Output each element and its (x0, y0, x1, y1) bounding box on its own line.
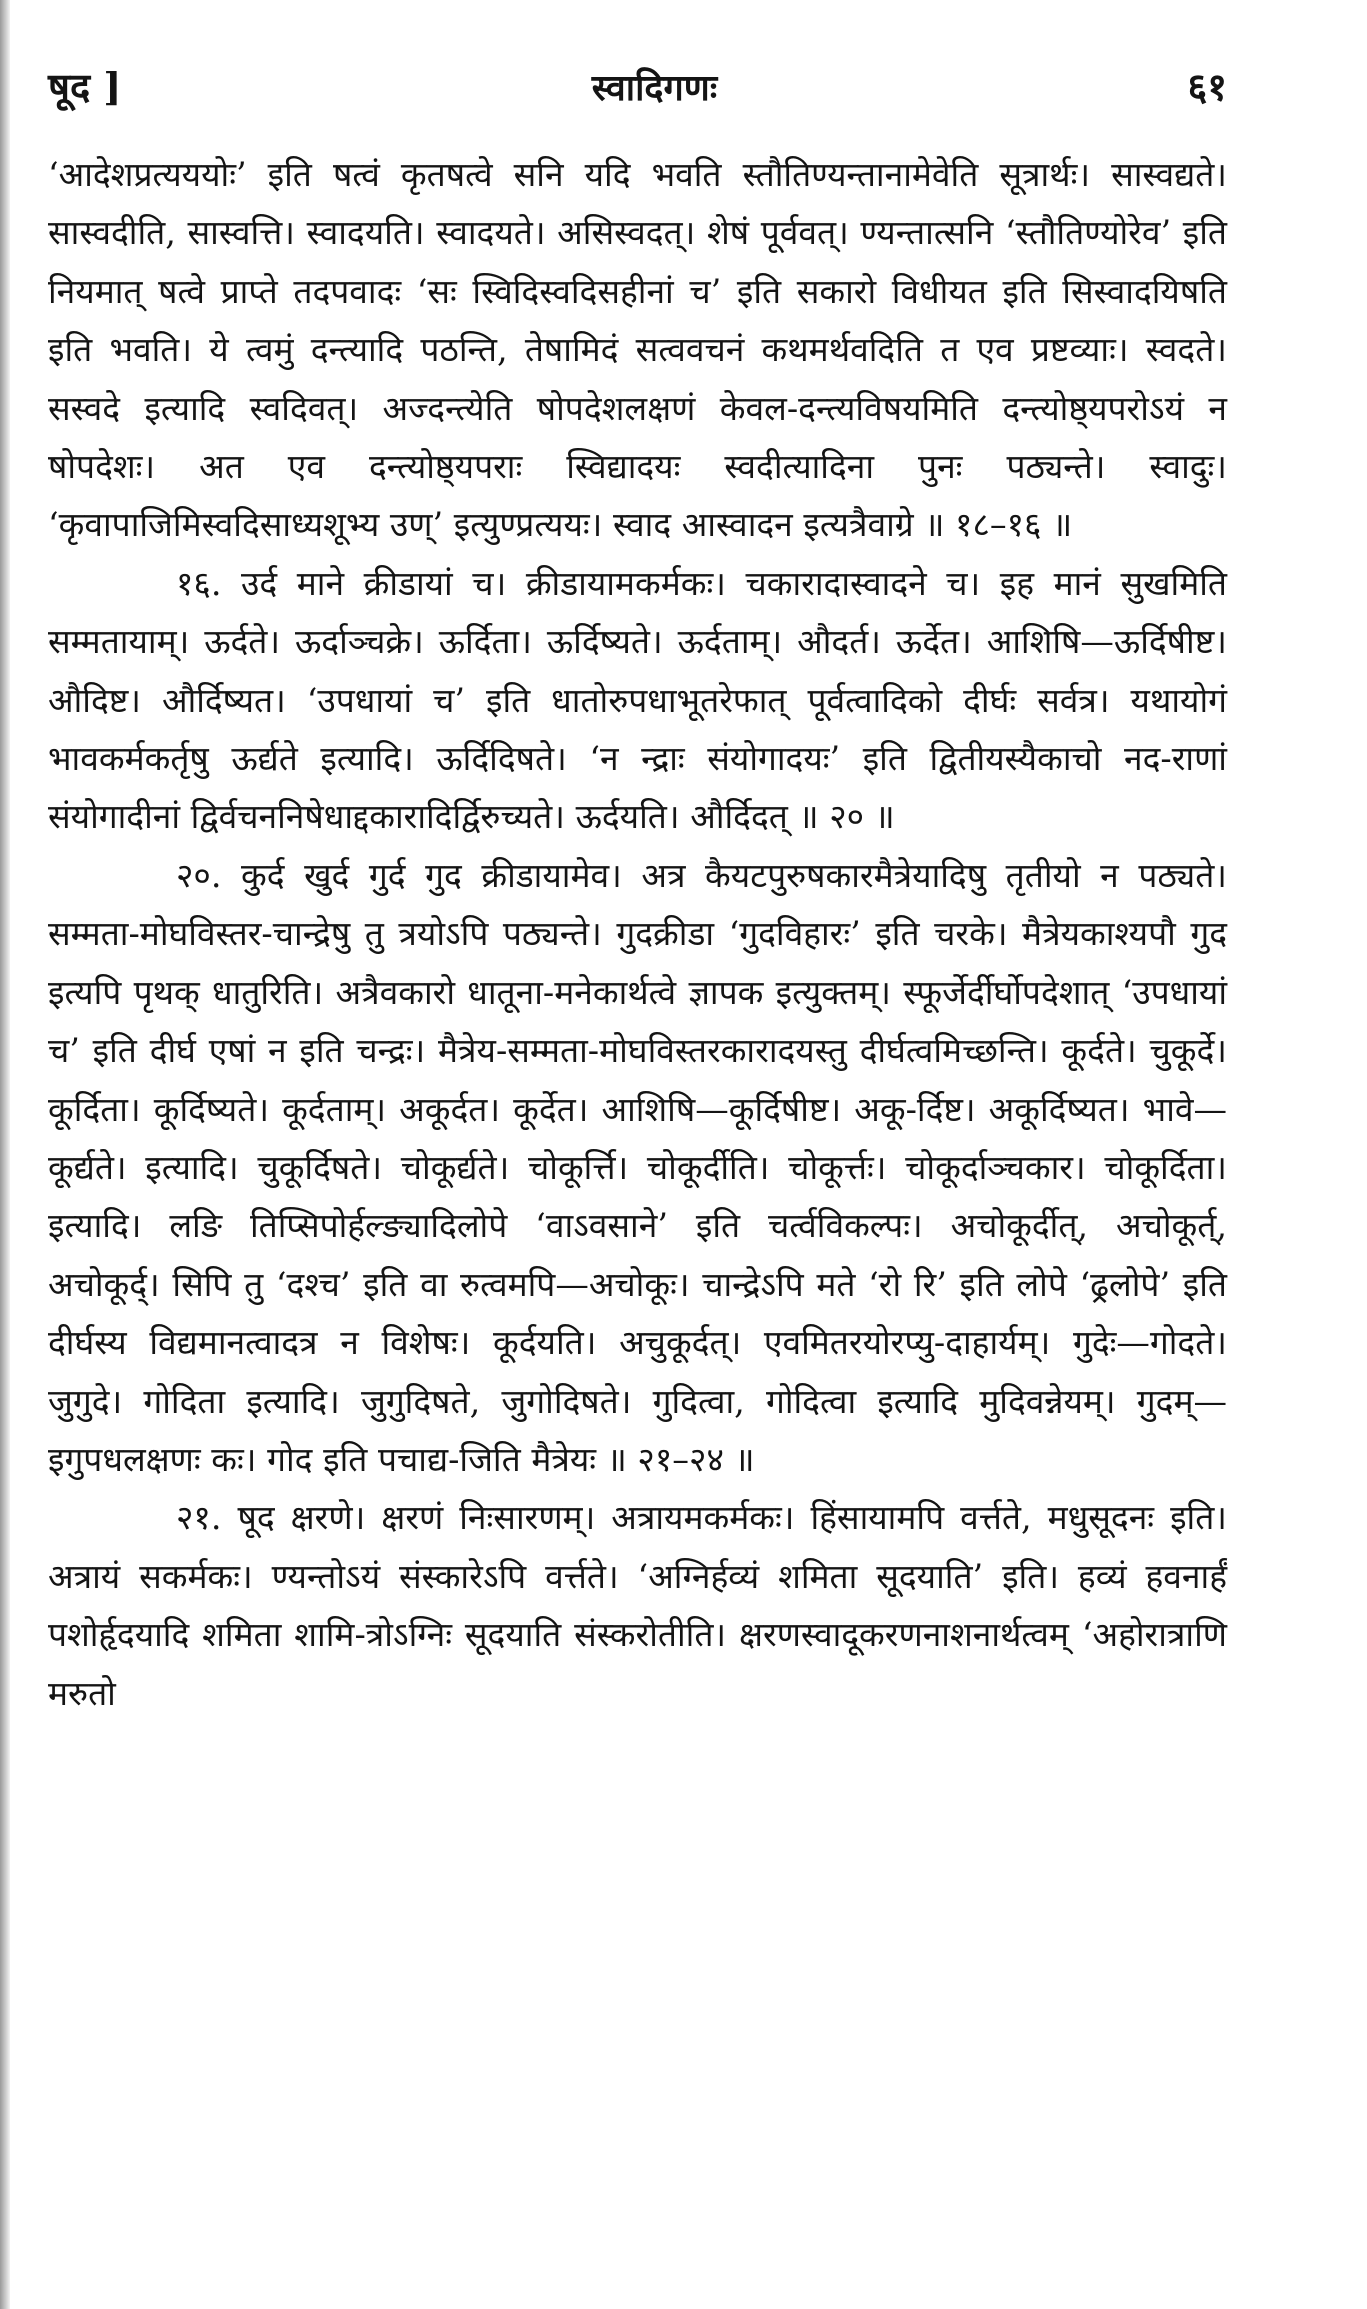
paragraph-sutra-20: २०. कुर्द खुर्द गुर्द गुद क्रीडायामेव। अत्र कैयटपुरुषकारमैत्रेयादिषु तृतीयो न पठ्यते। सम्मता-मोघविस्तर-चान्द्रेषु तु त्रयोऽपि पठ्यन्ते। गुदक्रीडा ‘गुदविहारः’ इति चरके। मैत्रेयकाश्यपौ गुद इत्यपि पृथक् धातुरिति। अत्रैवकारो धातूना-मनेकार्थत्वे ज्ञापक इत्युक्तम्। स्फूर्जेर्दीर्घोपदेशात् ‘उपधायां च’ इति दीर्घ एषां न इति चन्द्रः। मैत्रेय-सम्मता-मोघविस्तरकारादयस्तु दीर्घत्वमिच्छन्ति। कूर्दते। चुकूर्दे। कूर्दिता। कूर्दिष्यते। कूर्दताम्। अकूर्दत। कूर्देत। आशिषि—कूर्दिषीष्ट। अकू-र्दिष्ट। अकूर्दिष्यत। भावे—कूर्द्यते। इत्यादि। चुकूर्दिषते। चोकूर्द्यते। चोकूर्त्ति। चोकूर्दीति। चोकूर्त्तः। चोकूर्दाञ्चकार। चोकूर्दिता। इत्यादि। लङि तिप्सिपोर्हल्ङ्यादिलोपे ‘वाऽवसाने’ इति चर्त्वविकल्पः। अचोकूर्दीत्, अचोकूर्त्, अचोकूर्द्। सिपि तु ‘दश्च’ इति वा रुत्वमपि—अचोकूः। चान्द्रेऽपि मते ‘रो रि’ इति लोपे ‘ढ्रलोपे’ इति दीर्घस्य विद्यमानत्वादत्र न विशेषः। कूर्दयति। अचुकूर्दत्। एवमितरयोरप्यु-दाहार्यम्। गुदेः—गोदते। जुगुदे। गोदिता इत्यादि। जुगुदिषते, जुगोदिषते। गुदित्वा, गोदित्वा इत्यादि मुदिवन्नेयम्। गुदम्—इगुपधलक्षणः कः। गोद इति पचाद्य-जिति मैत्रेयः ॥ २१–२४ ॥ (48, 855, 1227, 1479)
paragraph-continuation: ‘आदेशप्रत्यययोः’ इति षत्वं कृतषत्वे सनि यदि भवति स्तौतिण्यन्तानामेवेति सूत्रार्थः। सास्वद्यते। सास्वदीति, सास्वत्ति। स्वादयति। स्वादयते। असिस्वदत्। शेषं पूर्ववत्। ण्यन्तात्सनि ‘स्तौतिण्योरेव’ इति नियमात् षत्वे प्राप्ते तदपवादः ‘सः स्विदिस्वदिसहीनां च’ इति सकारो विधीयत इति सिस्वादयिषति इति भवति। ये त्वमुं दन्त्यादि पठन्ति, तेषामिदं सत्ववचनं कथमर्थवदिति त एव प्रष्टव्याः। स्वदते। सस्वदे इत्यादि स्वदिवत्। अज्दन्त्येति षोपदेशलक्षणं केवल-दन्त्यविषयमिति दन्त्योष्ठ्यपरोऽयं न षोपदेशः। अत एव दन्त्योष्ठ्यपराः स्विद्यादयः स्वदीत्यादिना पुनः पठ्यन्ते। स्वादुः। ‘कृवापाजिमिस्वदिसाध्यशूभ्य उण्’ इत्युण्प्रत्ययः। स्वाद आस्वादन इत्यत्रैवाग्रे ॥ १८–१६ ॥ (48, 155, 1227, 545)
page-body (48, 146, 1227, 1723)
header-title: स्वादिगणः (591, 67, 718, 109)
paragraph-sutra-19: १६. उर्द माने क्रीडायां च। क्रीडायामकर्मकः। चकारादास्वादने च। इह मानं सुखमिति सम्मतायाम्। ऊर्दते। ऊर्दाञ्चक्रे। ऊर्दिता। ऊर्दिष्यते। ऊर्दताम्। औदर्त। ऊर्देत। आशिषि—ऊर्दिषीष्ट। औदिष्ट। और्दिष्यत। ‘उपधायां च’ इति धातोरुपधाभूतरेफात् पूर्वत्वादिको दीर्घः सर्वत्र। यथायोगं भावकर्मकर्तृषु ऊर्द्यते इत्यादि। ऊर्दिदिषते। ‘न न्द्राः संयोगादयः’ इति द्वितीयस्यैकाचो नद-राणां संयोगादीनां द्विर्वचननिषेधाद्दकारादिर्द्विरुच्यते। ऊर्दयति। और्दिदत् ॥ २० ॥ (48, 563, 1227, 837)
running-header (48, 60, 1227, 126)
page-edge-shadow (0, 0, 10, 2309)
header-section-mark: षूद ] (48, 64, 122, 109)
paragraph-sutra-21: २१. षूद क्षरणे। क्षरणं निःसारणम्। अत्रायमकर्मकः। हिंसायामपि वर्त्तते, मधुसूदनः इति। अत्रायं सकर्मकः। ण्यन्तोऽयं संस्कारेऽपि वर्त्तते। ‘अग्निर्हव्यं शमिता सूदयाति’ इति। हव्यं हवनार्हं पशोर्हृदयादि शमिता शामि-त्रोऽग्निः सूदयाति संस्करोतीति। क्षरणस्वादूकरणनाशनार्थत्वम् ‘अहोरात्राणि मरुतो (48, 1498, 1227, 1713)
page-number: ६१ (1187, 64, 1227, 109)
